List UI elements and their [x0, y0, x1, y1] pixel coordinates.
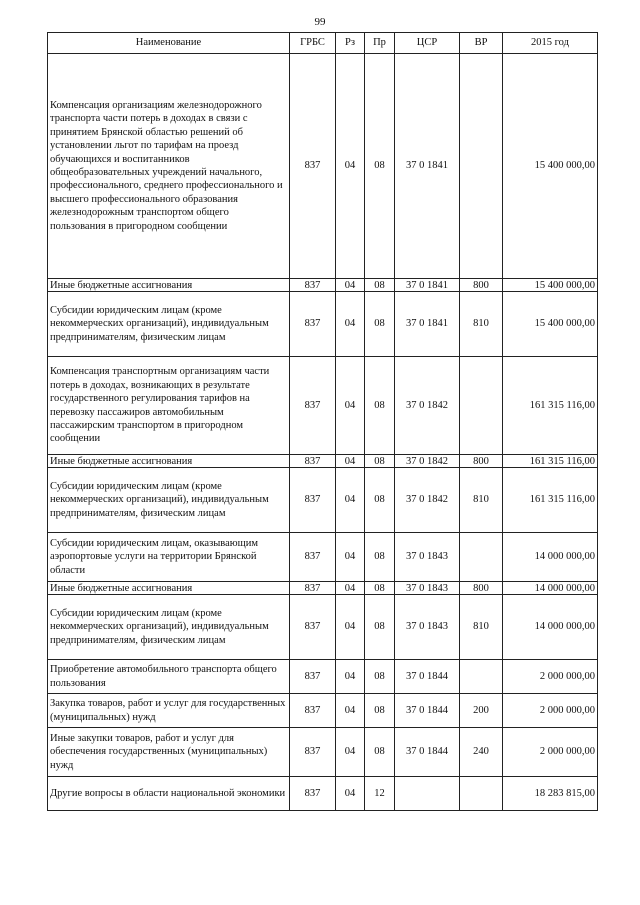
cell-vr: 800: [460, 279, 503, 292]
cell-rz: 04: [336, 777, 365, 811]
cell-pr: 08: [365, 694, 395, 728]
cell-rz: 04: [336, 582, 365, 595]
cell-csr: 37 0 1844: [395, 728, 460, 777]
page-number: 99: [314, 16, 326, 28]
cell-amount: 2 000 000,00: [503, 694, 598, 728]
cell-name: Субсидии юридическим лицам (кроме некоммерческих организаций), индивидуальным предпринимателям, физическим лицам: [48, 595, 290, 660]
cell-rz: 04: [336, 357, 365, 455]
cell-rz: 04: [336, 455, 365, 468]
cell-amount: 14 000 000,00: [503, 582, 598, 595]
cell-pr: 08: [365, 595, 395, 660]
cell-grbs: 837: [290, 582, 336, 595]
header-name: Наименование: [48, 33, 290, 54]
cell-grbs: 837: [290, 468, 336, 533]
cell-rz: 04: [336, 595, 365, 660]
cell-grbs: 837: [290, 279, 336, 292]
cell-amount: 14 000 000,00: [503, 533, 598, 582]
table-row: [48, 728, 598, 777]
cell-pr: 08: [365, 292, 395, 357]
cell-vr: [460, 660, 503, 694]
cell-vr: 810: [460, 292, 503, 357]
cell-rz: 04: [336, 468, 365, 533]
cell-csr: 37 0 1844: [395, 694, 460, 728]
table-row: [48, 533, 598, 582]
cell-name: Иные бюджетные ассигнования: [48, 279, 290, 292]
cell-name: Другие вопросы в области национальной экономики: [48, 777, 290, 811]
table-header-row: [48, 33, 598, 54]
cell-csr: 37 0 1841: [395, 292, 460, 357]
cell-amount: 14 000 000,00: [503, 595, 598, 660]
cell-amount: 18 283 815,00: [503, 777, 598, 811]
cell-rz: 04: [336, 279, 365, 292]
cell-grbs: 837: [290, 694, 336, 728]
table-row: [48, 694, 598, 728]
cell-grbs: 837: [290, 777, 336, 811]
cell-pr: 08: [365, 728, 395, 777]
cell-grbs: 837: [290, 292, 336, 357]
header-year-2015: 2015 год: [503, 33, 598, 54]
header-grbs: ГРБС: [290, 33, 336, 54]
cell-rz: 04: [336, 54, 365, 279]
cell-grbs: 837: [290, 595, 336, 660]
cell-name: Иные бюджетные ассигнования: [48, 582, 290, 595]
cell-grbs: 837: [290, 455, 336, 468]
header-csr: ЦСР: [395, 33, 460, 54]
cell-pr: 12: [365, 777, 395, 811]
cell-grbs: 837: [290, 54, 336, 279]
cell-pr: 08: [365, 279, 395, 292]
cell-name: Иные бюджетные ассигнования: [48, 455, 290, 468]
cell-vr: [460, 533, 503, 582]
cell-amount: 15 400 000,00: [503, 279, 598, 292]
cell-pr: 08: [365, 455, 395, 468]
table-row: [48, 660, 598, 694]
cell-vr: [460, 357, 503, 455]
cell-name: Иные закупки товаров, работ и услуг для обеспечения государственных (муниципальных) нужд: [48, 728, 290, 777]
cell-grbs: 837: [290, 660, 336, 694]
table-row: [48, 582, 598, 595]
cell-amount: 161 315 116,00: [503, 468, 598, 533]
table-row: [48, 455, 598, 468]
cell-grbs: 837: [290, 533, 336, 582]
cell-amount: 2 000 000,00: [503, 728, 598, 777]
cell-pr: 08: [365, 533, 395, 582]
cell-vr: 800: [460, 455, 503, 468]
cell-amount: 15 400 000,00: [503, 292, 598, 357]
cell-pr: 08: [365, 54, 395, 279]
cell-amount: 161 315 116,00: [503, 455, 598, 468]
cell-vr: 810: [460, 468, 503, 533]
cell-name: Субсидии юридическим лицам (кроме некоммерческих организаций), индивидуальным предпринимателям, физическим лицам: [48, 292, 290, 357]
cell-vr: [460, 54, 503, 279]
cell-csr: 37 0 1843: [395, 533, 460, 582]
budget-table: [47, 32, 598, 811]
cell-csr: 37 0 1841: [395, 279, 460, 292]
cell-name: Субсидии юридическим лицам, оказывающим аэропортовые услуги на территории Брянской области: [48, 533, 290, 582]
cell-name: Компенсация транспортным организациям части потерь в доходах, возникающих в результате государственного регулирования тарифов на перевозку пассажиров автомобильным пассажирским транспортом в пригородном сообщении: [48, 357, 290, 455]
cell-rz: 04: [336, 292, 365, 357]
cell-pr: 08: [365, 660, 395, 694]
cell-vr: 240: [460, 728, 503, 777]
cell-vr: 200: [460, 694, 503, 728]
cell-pr: 08: [365, 357, 395, 455]
cell-csr: 37 0 1841: [395, 54, 460, 279]
table-row: [48, 468, 598, 533]
cell-amount: 15 400 000,00: [503, 54, 598, 279]
cell-pr: 08: [365, 468, 395, 533]
cell-csr: 37 0 1842: [395, 357, 460, 455]
cell-name: Приобретение автомобильного транспорта общего пользования: [48, 660, 290, 694]
cell-vr: [460, 777, 503, 811]
table-row: [48, 357, 598, 455]
cell-amount: 161 315 116,00: [503, 357, 598, 455]
table-row: [48, 595, 598, 660]
cell-csr: 37 0 1842: [395, 468, 460, 533]
cell-grbs: 837: [290, 357, 336, 455]
cell-csr: 37 0 1844: [395, 660, 460, 694]
cell-vr: 810: [460, 595, 503, 660]
table-row: [48, 54, 598, 279]
cell-rz: 04: [336, 533, 365, 582]
table-row: [48, 279, 598, 292]
cell-csr: 37 0 1843: [395, 582, 460, 595]
table-row: [48, 777, 598, 811]
cell-rz: 04: [336, 694, 365, 728]
header-rz: Рз: [336, 33, 365, 54]
cell-csr: [395, 777, 460, 811]
cell-name: Закупка товаров, работ и услуг для государственных (муниципальных) нужд: [48, 694, 290, 728]
cell-csr: 37 0 1843: [395, 595, 460, 660]
cell-rz: 04: [336, 728, 365, 777]
cell-csr: 37 0 1842: [395, 455, 460, 468]
cell-grbs: 837: [290, 728, 336, 777]
header-vr: ВР: [460, 33, 503, 54]
header-pr: Пр: [365, 33, 395, 54]
cell-pr: 08: [365, 582, 395, 595]
cell-vr: 800: [460, 582, 503, 595]
cell-name: Субсидии юридическим лицам (кроме некоммерческих организаций), индивидуальным предпринимателям, физическим лицам: [48, 468, 290, 533]
cell-amount: 2 000 000,00: [503, 660, 598, 694]
table-row: [48, 292, 598, 357]
cell-name: Компенсация организациям железнодорожного транспорта части потерь в доходах в связи с принятием Брянской областью решений об установлении льгот по тарифам на проезд обучающихся и воспитанников общеобразовательных учреждений начального, профессионального, среднего профессионального и высшего профессионального образования железнодорожным транспортом общего пользования в пригородном сообщении: [48, 54, 290, 279]
cell-rz: 04: [336, 660, 365, 694]
